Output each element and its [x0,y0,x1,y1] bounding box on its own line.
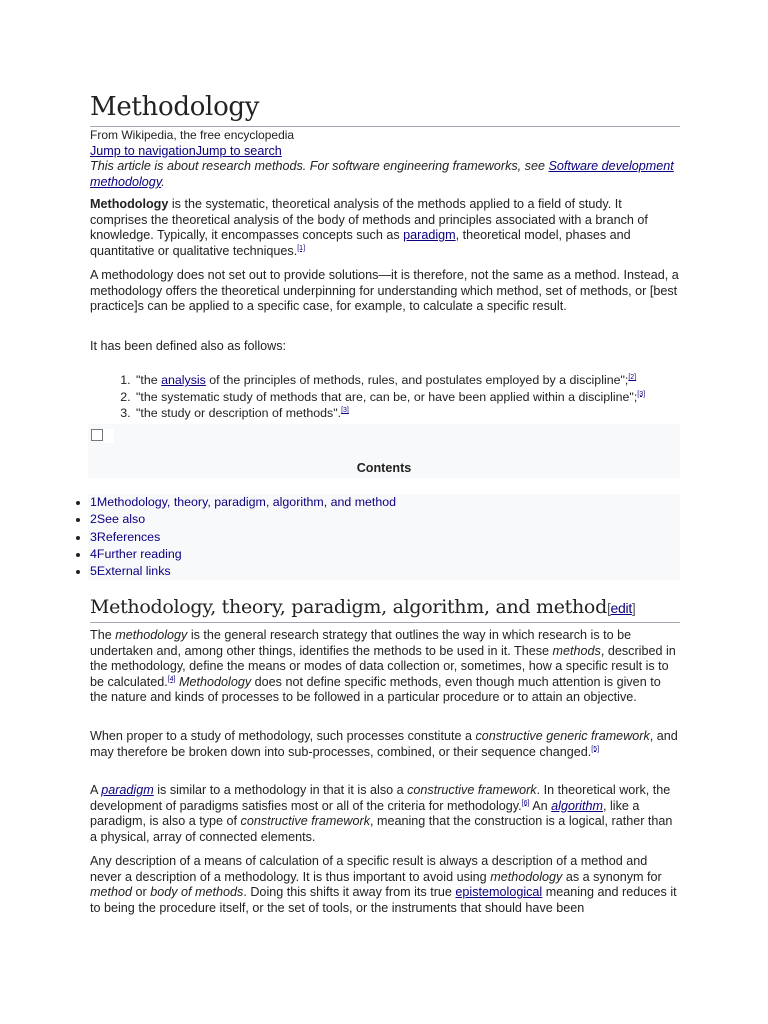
definition-text: "the systematic study of methods that are, can be, or have been applied within a discipline"; [136,389,638,404]
definition-text: of the principles of methods, rules, and postulates employed by a discipline"; [205,373,629,387]
site-tagline: From Wikipedia, the free encyclopedia [90,128,295,142]
paradigm-link[interactable]: paradigm [403,228,456,243]
text: A [90,783,102,797]
paradigm-link[interactable]: paradigm [101,783,154,797]
text: does not define specific methods, even though much attention is given to the nature and kinds of processes to be followed in a particular procedure or to attain an objective. [90,674,661,705]
citation-1[interactable]: [1] [297,244,306,252]
jump-links [90,143,282,159]
text: or [132,885,151,900]
definitions-list [90,372,734,422]
text: is the general research strategy that outlines the way in which research is to be undertaken and, among other things, identifies the methods to be used in it. These [90,628,632,658]
toc-label[interactable]: Further reading [96,546,182,561]
text: is similar to a methodology in that it is also a [153,783,408,797]
edit-bracket: [ [606,600,611,616]
toc-item[interactable] [90,529,710,546]
italic-text: methodology [115,628,188,642]
text: , and may therefore be broken down into sub-processes, combined, or their sequence changed. [90,729,678,759]
intro-paragraph-3: It has been defined also as follows: [90,339,287,353]
intro-bold-term: Methodology [90,197,169,211]
toc-list [48,494,710,580]
section-paragraph-4 [90,854,680,916]
text: The [90,628,116,642]
software-development-methodology-link[interactable]: Software development methodology [90,159,674,189]
toc-item[interactable] [90,546,710,563]
toc-header-area [88,424,680,449]
page-title: Methodology [90,88,680,127]
hatnote [90,158,680,190]
section-heading-text: Methodology, theory, paradigm, algorithm, and method [90,596,607,618]
italic-text: method [90,885,133,900]
toc-number: 5 [90,564,97,579]
text: , described in the methodology, define the means or modes of data collection or, sometimes, how a specific result is to be calculated. [90,643,676,689]
toc-number: 2 [90,512,97,527]
text: , like a paradigm, is also a type of [90,798,640,829]
epistemological-link[interactable]: epistemological [455,885,543,900]
section-heading [90,593,680,623]
edit-bracket: ] [631,600,636,616]
intro-text-b: , theoretical model, phases and quantitative or qualitative techniques. [90,228,631,258]
intro-paragraph-2: A methodology does not set out to provide solutions—it is therefore, not the same as a method. Instead, a methodology offers the theoretical underpinning for understanding which method, set of methods, or [best practice]s can be applied to a specific case, for example, to calculate a specific result. [90,268,679,314]
italic-text: body of methods [150,885,244,900]
edit-section-link[interactable]: edit [610,600,632,616]
text: Any description of a means of calculation of a specific result is always a description of a method and never a description of a methodology. It is thus important to avoid using [90,854,648,884]
edit-section [607,600,636,616]
text: . Doing this shifts it away from its true [243,885,456,900]
algorithm-link[interactable]: algorithm [551,798,603,813]
intro-paragraph-1 [90,197,680,259]
toc-item[interactable] [90,563,710,580]
italic-text: Methodology [179,674,252,689]
citation-3[interactable]: [3] [341,407,349,415]
section-paragraph-3 [90,783,680,845]
section-paragraph-1 [90,628,680,706]
toc-toggle-checkbox[interactable] [91,429,103,441]
toc-item[interactable] [90,494,710,511]
toc-title: Contents [356,461,412,475]
definition-item [134,405,734,422]
jump-to-search-link[interactable]: Jump to search [195,144,282,158]
definition-text: "the study or description of methods". [136,406,342,421]
citation-4[interactable]: [4] [167,675,176,683]
text: . In theoretical work, the development of paradigms satisfies most or all of the criteria for methodology. [90,783,671,813]
toc-item[interactable] [90,511,710,528]
italic-text: constructive framework [240,814,370,829]
definition-text: "the [136,373,162,387]
jump-to-navigation-link[interactable]: Jump to navigation [90,144,196,158]
citation-6[interactable]: [6] [521,799,530,807]
toc-number: 4 [90,546,97,561]
citation-5[interactable]: [5] [591,745,600,753]
italic-text: constructive framework [407,783,537,797]
toc-number: 1 [90,495,97,509]
text: An [529,798,552,813]
definition-item [134,372,734,389]
toc-number: 3 [90,529,97,544]
section-paragraph-2 [90,729,680,760]
citation-3[interactable]: [3] [637,390,646,398]
definition-item [134,389,734,406]
hatnote-text: This article is about research methods. For software engineering frameworks, see [90,159,549,173]
text: When proper to a study of methodology, such processes constitute a [90,729,476,743]
toc-label[interactable]: External links [96,564,171,579]
text: as a synonym for [562,869,662,884]
text: , meaning that the construction is a logical, rather than a physical, array of connected elements. [90,814,673,844]
intro-text-a: is the systematic, theoretical analysis of the methods applied to a field of study. It comprises the theoretical analysis of the body of methods and principles associated with a branch of knowledge. Typically, it encompasses concepts such as [90,197,648,243]
italic-text: methodology [490,869,563,884]
analysis-link[interactable]: analysis [161,373,206,387]
citation-2[interactable]: [2] [628,373,637,381]
hatnote-end: . [161,175,165,189]
text: meaning and reduces it to being the procedure itself, or the set of tools, or the instruments that should have been [90,885,677,915]
toc-label[interactable]: References [96,529,161,544]
italic-text: methods [552,643,601,658]
italic-text: constructive generic framework [475,729,650,743]
toc-label[interactable]: See also [96,512,146,527]
toc-label[interactable]: Methodology, theory, paradigm, algorithm, and method [96,495,397,509]
